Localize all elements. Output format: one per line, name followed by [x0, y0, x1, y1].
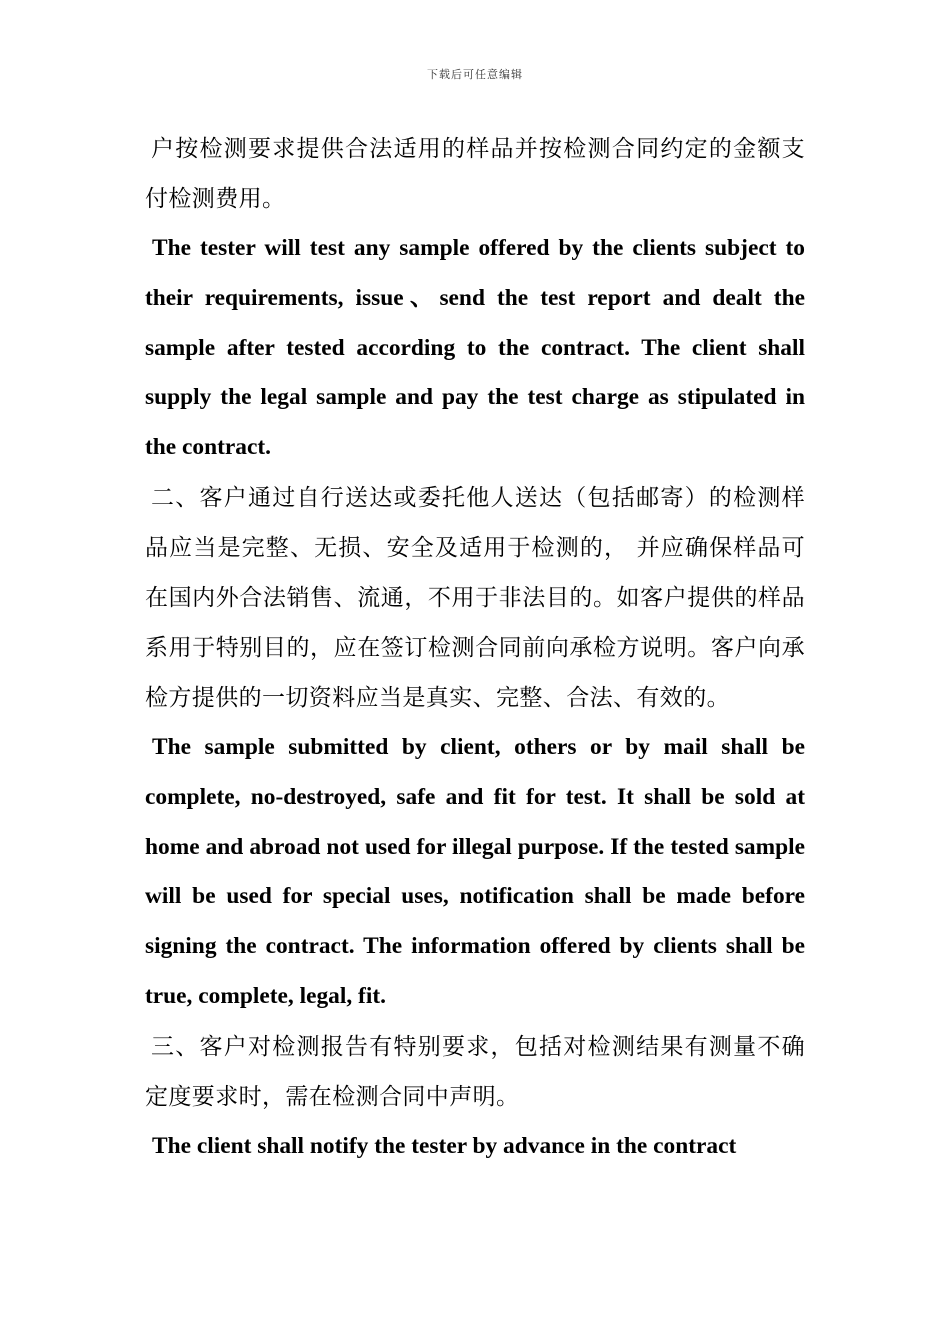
paragraph-zh-2: 二、客户通过自行送达或委托他人送达（包括邮寄）的检测样品应当是完整、无损、安全及适用于检测的， 并应确保样品可在国内外合法销售、流通，不用于非法目的。如客户提供的样品系用于特别目的，应在签订检测合同前向承检方说明。客户向承检方提供的一切资料应当是真实、完整、合法、有效的。	[145, 484, 805, 711]
paragraph-zh-3: 三、客户对检测报告有特别要求，包括对检测结果有测量不确定度要求时，需在检测合同中声明。	[145, 1033, 805, 1110]
header-note: 下载后可任意编辑	[427, 68, 523, 81]
document-body	[145, 124, 805, 1172]
paragraph-en-1: The tester will test any sample offered by the clients subject to their requirements, issue、send the test report and dealt the sample after tested according to the contract. The client shall supply the legal sample and pay the test charge as stipulated in the contract.	[145, 235, 805, 461]
paragraph-en-3: The client shall notify the tester by advance in the contract	[152, 1132, 737, 1159]
paragraph-zh-1: 户按检测要求提供合法适用的样品并按检测合同约定的金额支付检测费用。	[145, 136, 805, 212]
paragraph-en-2: The sample submitted by client, others or by mail shall be complete, no-destroyed, safe and fit for test. It shall be sold at home and abroad not used for illegal purpose. If the tested sample will be used for special uses, notification shall be made before signing the contract. The information offered by clients shall be true, complete, legal, fit.	[145, 733, 805, 1009]
